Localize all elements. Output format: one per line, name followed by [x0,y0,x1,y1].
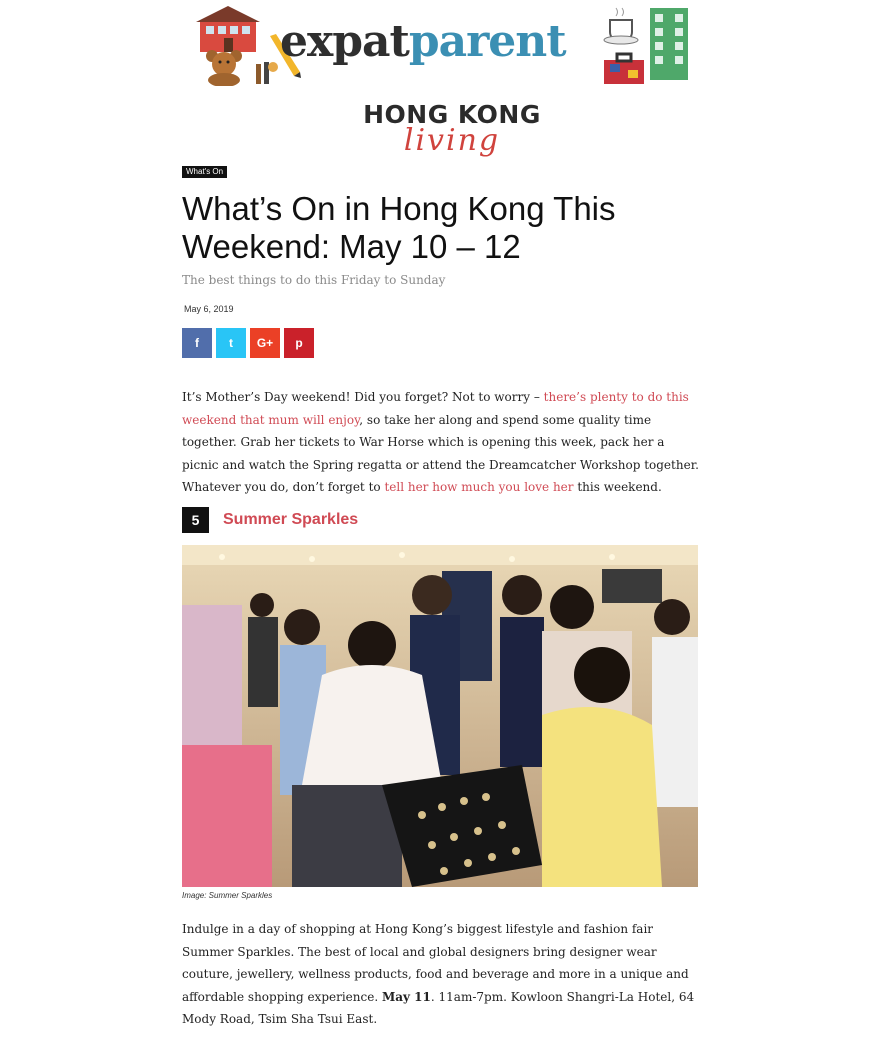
intro-text-1: It’s Mother’s Day weekend! Did you forget? Not to worry – [182,390,544,404]
pinterest-share-button[interactable] [284,328,314,358]
plenty-to-do-link[interactable]: there’s plenty to do this weekend that mum will enjoy [182,390,689,427]
body-text-2: . 11am-7pm. Kowloon Shangri-La Hotel, 64 Mody Road, Tsim Sha Tsui East. [182,989,695,1026]
paintbrush-icon [252,58,280,86]
category-badge[interactable]: What's On [182,166,227,178]
coffee-cup-icon [602,6,642,46]
intro-text-2: , so take her along and spend some quality time together. Grab her tickets to War Horse which is opening this week, pack her a picnic and watch the Spring regatta or attend the Dreamcatcher Workshop together. Whatever you do, don’t forget to [182,412,699,494]
suitcase-icon [602,52,646,86]
photo-caption: Image: Summer Sparkles [182,891,273,900]
twitter-share-button[interactable] [216,328,246,358]
article-subtitle: The best things to do this Friday to Sunday [182,273,446,287]
intro-text-3: this weekend. [573,480,662,494]
event-date: May 11 [381,989,431,1004]
tell-her-link[interactable]: tell her how much you love her [384,480,574,494]
event-photo [182,545,698,887]
intro-paragraph [182,386,702,499]
apartment-building-icon [648,6,690,80]
publish-date: May 6, 2019 [184,304,234,314]
pinterest-icon: p [295,336,303,350]
section-number-badge: 5 [182,507,209,533]
twitter-icon: t [229,336,233,350]
teddy-bear-icon [202,48,246,86]
expatparent-banner[interactable] [192,4,694,88]
logo-line-2: living [403,123,501,158]
section-title[interactable]: Summer Sparkles [223,511,359,528]
brand-wordmark [280,10,566,74]
school-building-icon [196,6,260,54]
body-text-1: Indulge in a day of shopping at Hong Kong’s biggest lifestyle and fashion fair Summer Sparkles. The best of local and global designers bring designer wear couture, jewellery, wellness products, food and beverage and more in a unique and affordable shopping experience. [182,922,689,1004]
hong-kong-living-logo[interactable] [360,100,544,170]
facebook-share-button[interactable] [182,328,212,358]
article-title: What’s On in Hong Kong This Weekend: May 10 – 12 [182,190,616,265]
brand-part-parent: parent [408,16,566,67]
facebook-icon: f [195,336,199,350]
event-photo-illustration [182,545,698,887]
section-body-paragraph [182,918,702,1031]
logo-line-1: HONG KONG [363,100,541,129]
brand-part-expat: expat [280,16,409,67]
googleplus-share-button[interactable] [250,328,280,358]
googleplus-icon: G+ [256,336,274,350]
